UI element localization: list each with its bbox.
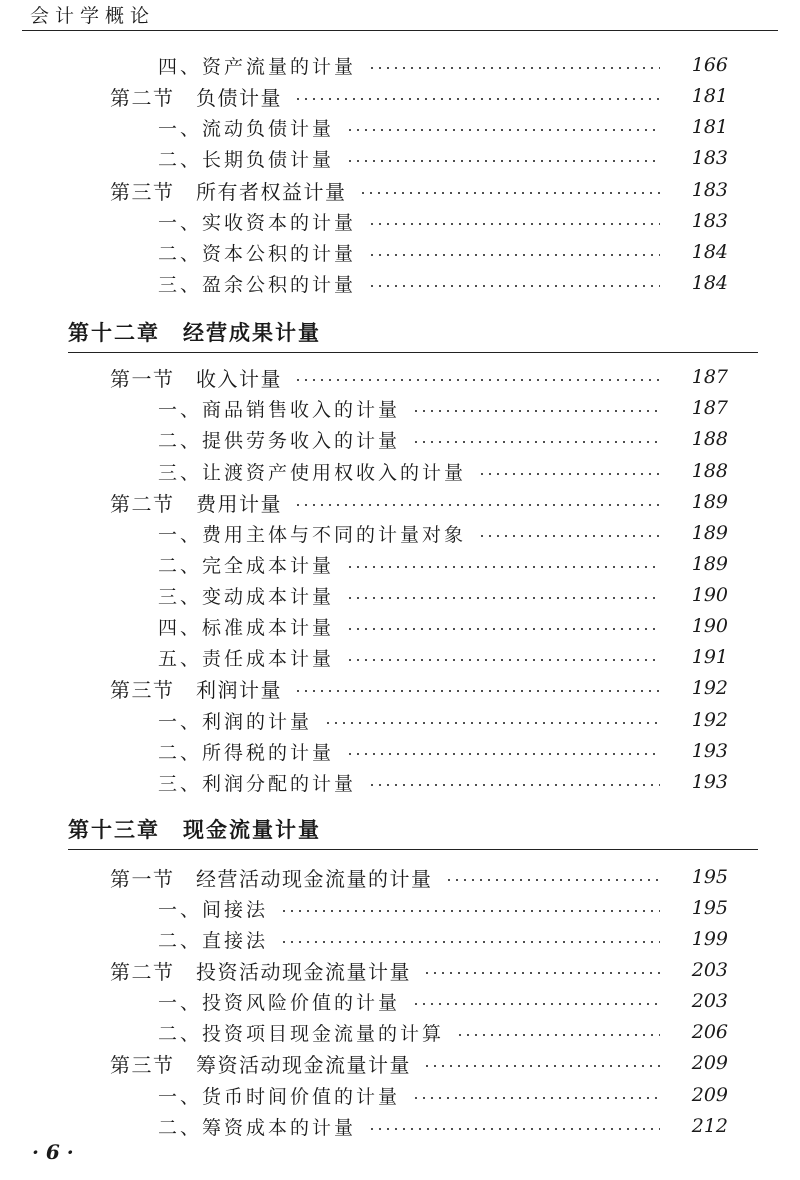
section-entry [0,81,800,111]
dot-leader [456,1034,660,1036]
entry-title: 二、提供劳务收入的计量 [158,429,401,452]
dot-leader [412,1003,660,1005]
section-entry [0,673,800,703]
entry-title: 三、盈余公积的计量 [158,273,357,296]
entry-page-number: 184 [691,272,728,294]
entry-page-number: 195 [691,866,728,888]
entry-page-number: 188 [691,460,728,482]
dot-leader [294,379,660,381]
subsection-entry [0,50,800,80]
entry-page-number: 193 [691,771,728,793]
entry-page-number: 206 [691,1021,728,1043]
section-entry [0,1048,800,1078]
entry-page-number: 192 [691,709,728,731]
entry-title: 第二节 负债计量 [110,85,282,110]
entry-page-number: 183 [691,147,728,169]
dot-leader [346,659,660,661]
subsection-entry [0,986,800,1016]
entry-title: 五、责任成本计量 [158,647,335,670]
dot-leader [478,535,660,537]
entry-page-number: 199 [691,928,728,950]
dot-leader [346,566,660,568]
entry-title: 二、直接法 [158,929,269,952]
entry-title: 二、所得税的计量 [158,741,335,764]
subsection-entry [0,767,800,797]
entry-page-number: 203 [691,990,728,1012]
entry-page-number: 183 [691,210,728,232]
dot-leader [368,1128,660,1130]
subsection-entry [0,424,800,454]
dot-leader [346,753,660,755]
entry-page-number: 195 [691,897,728,919]
entry-page-number: 192 [691,677,728,699]
section-entry [0,362,800,392]
entry-page-number: 189 [691,522,728,544]
entry-page-number: 189 [691,491,728,513]
subsection-entry [0,736,800,766]
entry-title: 第三节 所有者权益计量 [110,179,347,204]
entry-page-number: 209 [691,1052,728,1074]
dot-leader [445,879,661,881]
dot-leader [478,473,660,475]
entry-title: 一、利润的计量 [158,710,313,733]
dot-leader [346,597,660,599]
subsection-entry [0,611,800,641]
entry-title: 二、资本公积的计量 [158,242,357,265]
entry-title: 二、完全成本计量 [158,554,335,577]
dot-leader [368,67,660,69]
entry-title: 三、变动成本计量 [158,585,335,608]
chapter-heading: 第十二章 经营成果计量 [68,318,758,353]
entry-title: 一、货币时间价值的计量 [158,1085,401,1108]
entry-title: 第二节 投资活动现金流量计量 [110,959,411,984]
entry-title: 第二节 费用计量 [110,491,282,516]
dot-leader [412,441,660,443]
subsection-entry [0,705,800,735]
entry-page-number: 190 [691,615,728,637]
dot-leader [368,784,660,786]
subsection-entry [0,549,800,579]
entry-title: 二、筹资成本的计量 [158,1116,357,1139]
entry-title: 一、间接法 [158,898,269,921]
subsection-entry [0,1017,800,1047]
entry-title: 一、投资风险价值的计量 [158,991,401,1014]
entry-page-number: 209 [691,1084,728,1106]
dot-leader [346,628,660,630]
chapter-heading: 第十三章 现金流量计量 [68,815,758,850]
dot-leader [359,192,661,194]
subsection-entry [0,143,800,173]
dot-leader [294,98,660,100]
entry-page-number: 187 [691,397,728,419]
entry-title: 第三节 利润计量 [110,677,282,702]
entry-page-number: 183 [691,179,728,201]
subsection-entry [0,1080,800,1110]
entry-page-number: 184 [691,241,728,263]
entry-title: 四、标准成本计量 [158,616,335,639]
entry-title: 一、实收资本的计量 [158,211,357,234]
entry-page-number: 181 [691,85,728,107]
dot-leader [423,972,660,974]
page-number: · 6 · [32,1140,74,1164]
entry-title: 二、投资项目现金流量的计算 [158,1022,445,1045]
subsection-entry [0,206,800,236]
dot-leader [294,690,660,692]
entry-title: 第一节 经营活动现金流量的计量 [110,866,433,891]
entry-page-number: 190 [691,584,728,606]
subsection-entry [0,456,800,486]
entry-page-number: 189 [691,553,728,575]
dot-leader [412,1097,660,1099]
dot-leader [368,223,660,225]
section-entry [0,955,800,985]
subsection-entry [0,642,800,672]
dot-leader [324,722,660,724]
entry-title: 一、商品销售收入的计量 [158,398,401,421]
subsection-entry [0,112,800,142]
entry-page-number: 181 [691,116,728,138]
subsection-entry [0,393,800,423]
dot-leader [294,504,660,506]
entry-title: 一、费用主体与不同的计量对象 [158,523,467,546]
section-entry [0,862,800,892]
subsection-entry [0,237,800,267]
entry-page-number: 191 [691,646,728,668]
entry-page-number: 212 [691,1115,728,1137]
entry-title: 第一节 收入计量 [110,366,282,391]
running-header: 会计学概论 [30,5,156,27]
dot-leader [280,910,660,912]
entry-page-number: 203 [691,959,728,981]
section-entry [0,487,800,517]
subsection-entry [0,268,800,298]
dot-leader [368,254,660,256]
subsection-entry [0,893,800,923]
entry-title: 二、长期负债计量 [158,148,335,171]
subsection-entry [0,1111,800,1141]
dot-leader [346,160,660,162]
subsection-entry [0,580,800,610]
subsection-entry [0,924,800,954]
entry-title: 三、让渡资产使用权收入的计量 [158,461,467,484]
entry-title: 三、利润分配的计量 [158,772,357,795]
entry-title: 四、资产流量的计量 [158,55,357,78]
dot-leader [280,941,660,943]
entry-page-number: 188 [691,428,728,450]
dot-leader [412,410,660,412]
entry-page-number: 166 [691,54,728,76]
entry-title: 一、流动负债计量 [158,117,335,140]
dot-leader [368,285,660,287]
entry-page-number: 187 [691,366,728,388]
dot-leader [346,129,660,131]
entry-page-number: 193 [691,740,728,762]
section-entry [0,175,800,205]
subsection-entry [0,518,800,548]
dot-leader [423,1065,660,1067]
header-rule [22,30,778,31]
entry-title: 第三节 筹资活动现金流量计量 [110,1052,411,1077]
